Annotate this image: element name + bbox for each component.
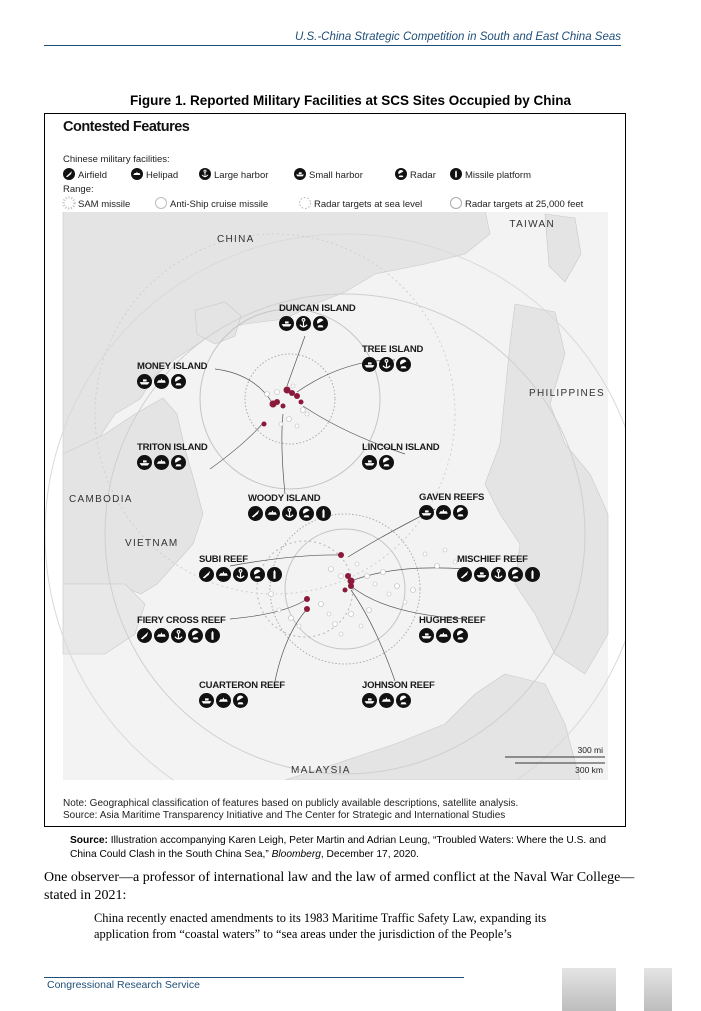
missile-platform-icon <box>316 506 331 521</box>
gray-block-left <box>562 968 616 1011</box>
site-label: LINCOLN ISLAND <box>362 442 440 453</box>
site-label: CUARTERON REEF <box>199 680 285 691</box>
small-harbor-icon <box>419 505 434 520</box>
scale-miles: 300 mi <box>577 745 603 755</box>
radar-icon <box>453 628 468 643</box>
helipad-icon <box>436 628 451 643</box>
helipad-icon <box>379 693 394 708</box>
small-harbor-icon <box>362 357 377 372</box>
source-text-after: , December 17, 2020. <box>320 849 419 860</box>
site-label: TREE ISLAND <box>362 344 424 355</box>
large-harbor-icon <box>199 168 211 180</box>
scale-km: 300 km <box>575 765 603 775</box>
airfield-icon <box>137 628 152 643</box>
missile-platform-icon <box>267 567 282 582</box>
helipad-icon <box>154 455 169 470</box>
site-label: MONEY ISLAND <box>137 361 208 372</box>
large-harbor-icon <box>282 506 297 521</box>
legend-facility-large-harbor: Large harbor <box>214 170 269 181</box>
site-label: DUNCAN ISLAND <box>279 303 356 314</box>
source-publication: Bloomberg <box>271 849 321 860</box>
airfield-icon <box>457 567 472 582</box>
country-label-philippines: PHILIPPINES <box>529 388 605 399</box>
airfield-icon <box>63 168 75 180</box>
body-paragraph: One observer—a professor of international law and the law of armed conflict at the Naval War College—stated in 2021: <box>44 870 635 903</box>
page-header-title: U.S.-China Strategic Competition in South and East China Seas <box>294 31 621 43</box>
radar-icon <box>299 506 314 521</box>
radar-icon <box>171 455 186 470</box>
legend-facility-airfield: Airfield <box>78 170 108 181</box>
legend-facility-helipad: Helipad <box>146 170 179 181</box>
large-harbor-icon <box>171 628 186 643</box>
small-harbor-icon <box>419 628 434 643</box>
site-label: HUGHES REEF <box>419 615 486 626</box>
missile-platform-icon <box>205 628 220 643</box>
figure-source <box>70 834 630 862</box>
radar-icon <box>453 505 468 520</box>
missile-platform-icon <box>450 168 462 180</box>
site-label: FIERY CROSS REEF <box>137 615 226 626</box>
helipad-icon <box>436 505 451 520</box>
large-harbor-icon <box>379 357 394 372</box>
helipad-icon <box>154 374 169 389</box>
radar-icon <box>171 374 186 389</box>
small-harbor-icon <box>362 455 377 470</box>
radar-icon <box>233 693 248 708</box>
site-label: WOODY ISLAND <box>248 493 321 504</box>
large-harbor-icon <box>233 567 248 582</box>
missile-platform-icon <box>525 567 540 582</box>
large-harbor-icon <box>491 567 506 582</box>
site-label: MISCHIEF REEF <box>457 554 528 565</box>
radar-icon <box>395 168 407 180</box>
source-label: Source: <box>70 835 108 846</box>
legend-range-radar-targets-at-sea-level: Radar targets at sea level <box>314 199 423 210</box>
radar-icon <box>396 693 411 708</box>
country-label-china: CHINA <box>217 234 255 245</box>
map-title: Contested Features <box>63 119 190 135</box>
radar-icon <box>379 455 394 470</box>
legend-facility-missile-platform: Missile platform <box>465 170 531 181</box>
country-label-vietnam: VIETNAM <box>125 538 179 549</box>
legend-facilities-label: Chinese military facilities: <box>63 154 170 165</box>
gray-block-right <box>644 968 672 1011</box>
figure-caption: Figure 1. Reported Military Facilities at SCS Sites Occupied by China <box>129 93 572 108</box>
large-harbor-icon <box>296 316 311 331</box>
legend-range-radar-targets-at-25-000-feet: Radar targets at 25,000 feet <box>465 199 584 210</box>
country-label-malaysia: MALAYSIA <box>291 765 351 776</box>
helipad-icon <box>265 506 280 521</box>
small-harbor-icon <box>294 168 306 180</box>
header-rule <box>44 45 621 46</box>
country-label-taiwan: TAIWAN <box>509 219 555 230</box>
airfield-icon <box>248 506 263 521</box>
small-harbor-icon <box>137 455 152 470</box>
site-label: TRITON ISLAND <box>137 442 208 453</box>
map-note: Note: Geographical classification of features based on publicly available descriptions, satellite analysis. <box>63 798 519 809</box>
contested-features-map <box>45 114 625 826</box>
site-label: GAVEN REEFS <box>419 492 485 503</box>
figure-box <box>44 113 626 827</box>
legend-range-anti-ship-cruise-missile: Anti-Ship cruise missile <box>170 199 269 210</box>
footer-text: Congressional Research Service <box>47 979 200 991</box>
helipad-icon <box>131 168 143 180</box>
site-label: JOHNSON REEF <box>362 680 435 691</box>
legend-range-sam-missile: SAM missile <box>78 199 131 210</box>
helipad-icon <box>154 628 169 643</box>
small-harbor-icon <box>137 374 152 389</box>
source-text-before: Illustration accompanying Karen Leigh, Peter Martin and Adrian Leung, “Troubled Waters: Where the U.S. and China Could Clash in the South China Sea,” <box>70 835 607 860</box>
small-harbor-icon <box>362 693 377 708</box>
site-label: SUBI REEF <box>199 554 248 565</box>
radar-icon <box>250 567 265 582</box>
legend-range-label: Range: <box>63 184 94 195</box>
small-harbor-icon <box>474 567 489 582</box>
helipad-icon <box>216 693 231 708</box>
legend-facility-radar: Radar <box>410 170 436 181</box>
radar-icon <box>508 567 523 582</box>
map-source: Source: Asia Maritime Transparency Initiative and The Center for Strategic and International Studies <box>63 810 506 821</box>
airfield-icon <box>199 567 214 582</box>
radar-icon <box>188 628 203 643</box>
helipad-icon <box>216 567 231 582</box>
country-label-cambodia: CAMBODIA <box>69 494 133 505</box>
small-harbor-icon <box>199 693 214 708</box>
small-harbor-icon <box>279 316 294 331</box>
radar-icon <box>396 357 411 372</box>
footer-rule <box>44 977 464 978</box>
radar-icon <box>313 316 328 331</box>
legend-facility-small-harbor: Small harbor <box>309 170 363 181</box>
block-quote: China recently enacted amendments to its 1983 Maritime Traffic Safety Law, expanding its application from “coastal waters” to “sea areas under the jurisdiction of the People’s <box>94 911 547 941</box>
